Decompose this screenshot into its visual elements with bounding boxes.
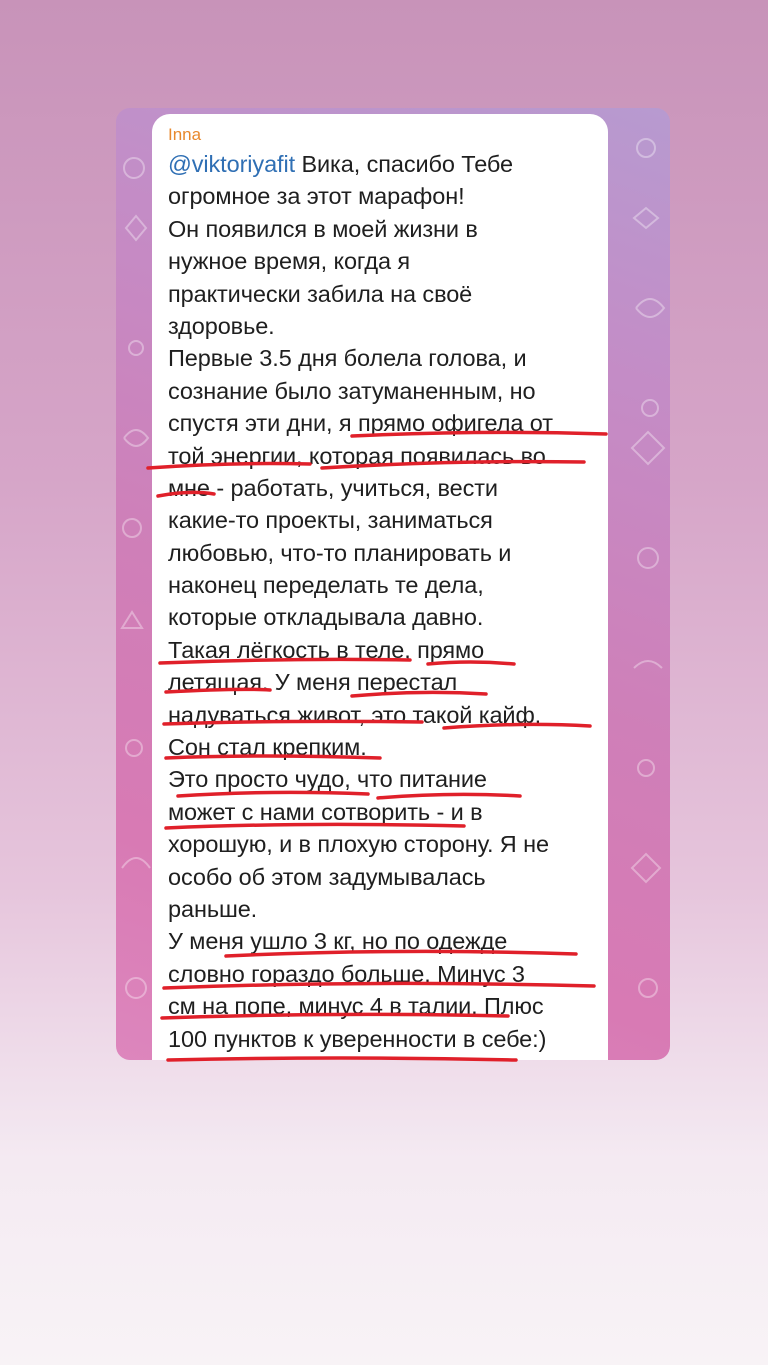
message-line: здоровье. [168, 312, 275, 339]
message-line: может с нами сотворить - и в [168, 798, 483, 825]
sender-name: Inna [168, 125, 202, 144]
message-line: У меня ушло 3 кг, но по одежде [168, 928, 508, 955]
message-line: хорошую, и в плохую сторону. Я не [168, 831, 549, 858]
message-line: Он появился в моей жизни в [168, 215, 478, 242]
message-line: особо об этом задумывалась [168, 863, 486, 890]
message-line: надуваться живот, это такой кайф. [168, 701, 542, 728]
message-text [168, 148, 594, 1055]
message-line: мне - работать, учиться, вести [168, 474, 498, 501]
message-line: какие-то проекты, заниматься [168, 507, 493, 534]
message-line: 100 пунктов к уверенности в себе:) [168, 1025, 547, 1052]
chat-window [116, 108, 670, 1060]
message-line: Такая лёгкость в теле, прямо [168, 636, 485, 663]
message-line: см на попе, минус 4 в талии. Плюс [168, 993, 544, 1020]
message-line: Первые 3.5 дня болела голова, и [168, 345, 527, 372]
message-line: которые откладывала давно. [168, 604, 484, 631]
message-line: нужное время, когда я [168, 248, 410, 275]
message-line: практически забила на своё [168, 280, 473, 307]
message-line: спустя эти дни, я прямо офигела от [168, 410, 553, 437]
message-line: наконец переделать те дела, [168, 572, 484, 599]
message-line: Сон стал крепким. [168, 734, 367, 761]
message-line: @viktoriyafit Вика, спасибо Тебе [168, 151, 513, 177]
mention-link[interactable]: @viktoriyafit [168, 151, 296, 177]
message-line: летящая. У меня перестал [168, 669, 458, 696]
message-line: огромное за этот марафон! [168, 183, 465, 210]
message-line: любовью, что-то планировать и [168, 539, 512, 566]
message-line: словно гораздо больше. Минус 3 [168, 960, 525, 987]
message-line: сознание было затуманенным, но [168, 377, 536, 404]
message-line: той энергии, которая появилась во [168, 442, 546, 469]
message-line: Это просто чудо, что питание [168, 766, 487, 793]
message-line: раньше. [168, 895, 258, 922]
message-bubble [152, 114, 608, 1060]
